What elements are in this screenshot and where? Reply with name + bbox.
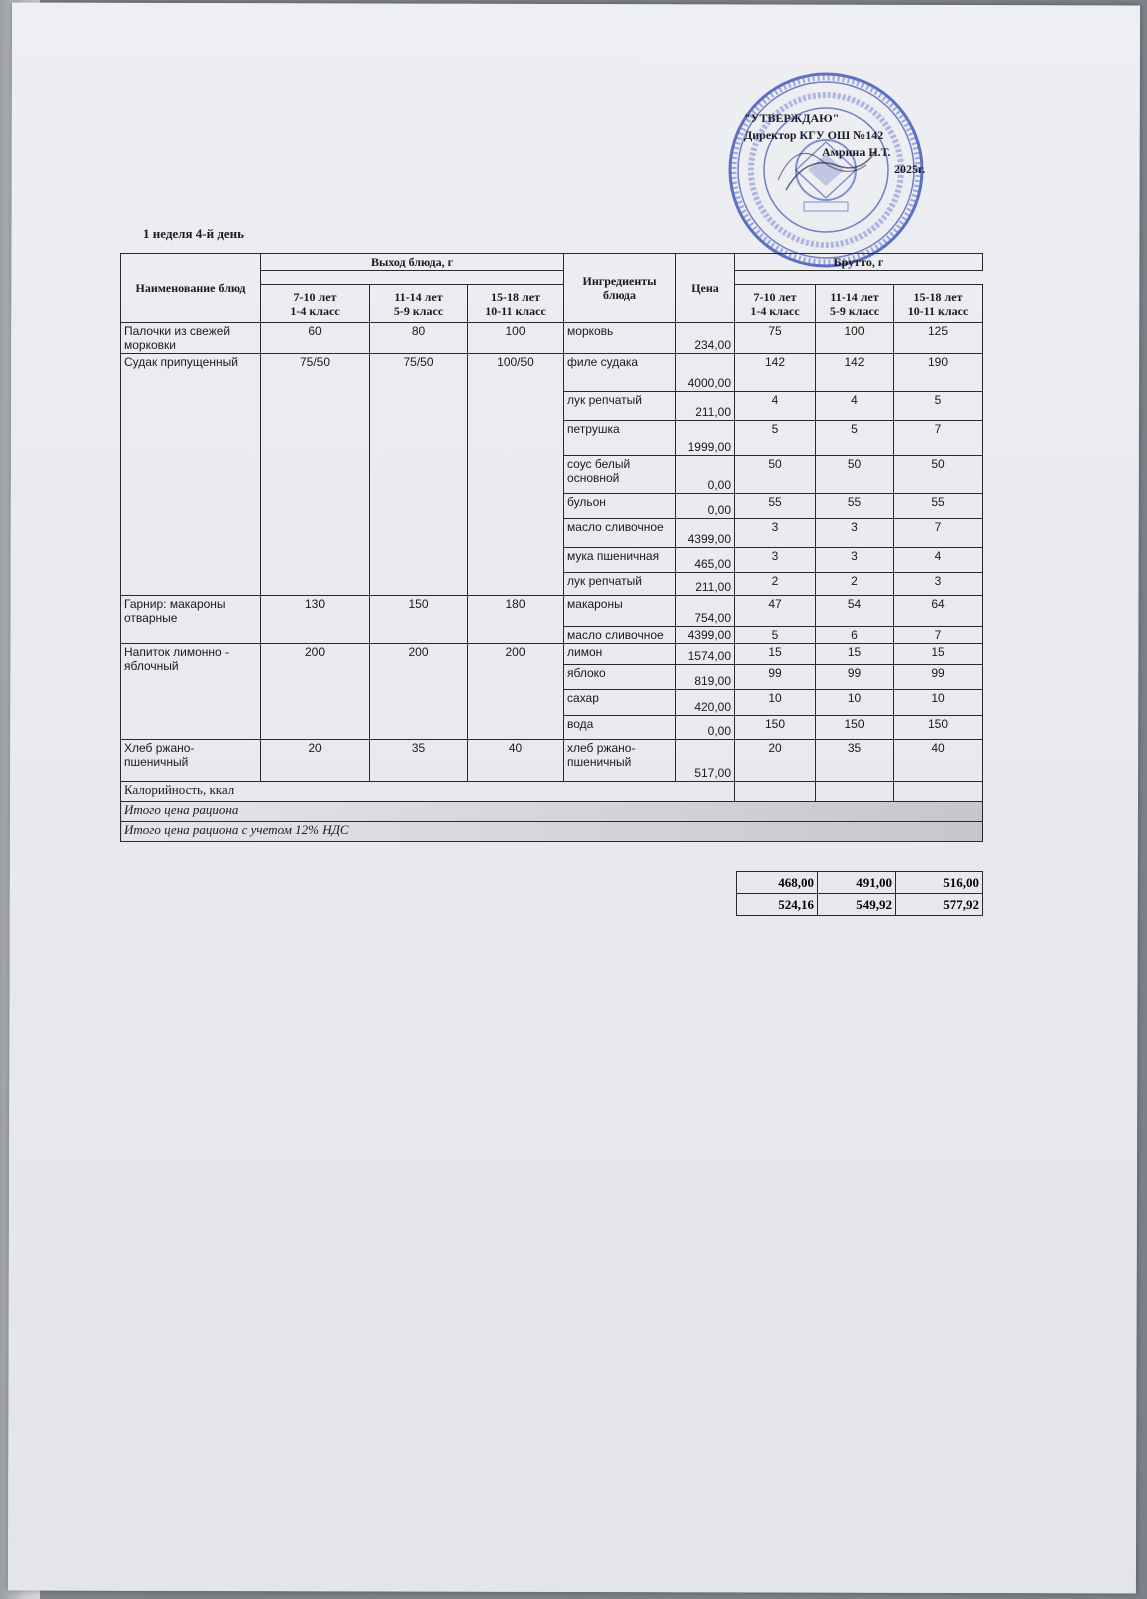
- header-age3-text: 15-18 лет: [913, 289, 963, 304]
- header-gross-age3: [894, 285, 983, 323]
- ingredient-price: 211,00: [676, 573, 735, 596]
- header-age1-text: 7-10 лет: [753, 289, 797, 304]
- ingredient-gross: 3: [816, 519, 894, 548]
- header-price: Цена: [676, 254, 735, 323]
- ingredient-gross: 3: [894, 573, 983, 596]
- total-price-row: [121, 802, 983, 822]
- ingredient-name: филе судака: [564, 354, 676, 392]
- header-age1-text: 7-10 лет: [293, 289, 337, 304]
- calories-value: [894, 782, 983, 802]
- ingredient-gross: 100: [816, 323, 894, 354]
- ingredient-gross: 64: [894, 596, 983, 627]
- ingredient-gross: 75: [735, 323, 816, 354]
- ingredient-gross: 2: [816, 573, 894, 596]
- header-age2-text: 11-14 лет: [830, 289, 879, 304]
- header-gross-age1: [735, 285, 816, 323]
- ingredient-gross: 142: [735, 354, 816, 392]
- menu-table: [120, 253, 983, 842]
- ingredient-gross: 150: [735, 716, 816, 740]
- ingredient-price: 517,00: [676, 740, 735, 782]
- header-grade3-text: 10-11 класс: [907, 303, 969, 318]
- ingredient-name: петрушка: [564, 421, 676, 456]
- ingredient-gross: 99: [816, 665, 894, 690]
- totals-price-vat-row: [737, 894, 983, 916]
- ingredient-gross: 10: [894, 690, 983, 716]
- ingredient-price: 0,00: [676, 456, 735, 494]
- ingredient-gross: 6: [816, 627, 894, 644]
- ingredient-gross: 5: [735, 627, 816, 644]
- ingredient-price: 4000,00: [676, 354, 735, 392]
- dish-output: 60: [261, 323, 370, 354]
- ingredient-gross: 47: [735, 596, 816, 627]
- ingredient-gross: 142: [816, 354, 894, 392]
- total-price-label: Итого цена рациона: [121, 802, 983, 822]
- header-output-age3: [468, 285, 564, 323]
- ingredient-price: 0,00: [676, 716, 735, 740]
- ingredient-gross: 15: [816, 644, 894, 665]
- dish-output: 180: [468, 596, 564, 644]
- table-row: [121, 596, 983, 627]
- ingredient-name: хлеб ржано-пшеничный: [564, 740, 676, 782]
- ingredient-price: 4399,00: [676, 519, 735, 548]
- table-row: [121, 740, 983, 782]
- ingredient-price: 819,00: [676, 665, 735, 690]
- header-gross-age2: [816, 285, 894, 323]
- calories-value: [735, 782, 816, 802]
- ingredient-gross: 35: [816, 740, 894, 782]
- ingredient-gross: 150: [894, 716, 983, 740]
- header-ingredients: Ингредиенты блюда: [564, 254, 676, 323]
- ingredient-gross: 99: [894, 665, 983, 690]
- ingredient-name: сахар: [564, 690, 676, 716]
- ingredient-name: бульон: [564, 494, 676, 519]
- ingredient-name: лук репчатый: [564, 573, 676, 596]
- ingredient-gross: 4: [894, 548, 983, 573]
- ingredient-price: 754,00: [676, 596, 735, 627]
- ingredient-gross: 150: [816, 716, 894, 740]
- header-gross: Брутто, г: [735, 254, 983, 271]
- header-output-age1: [261, 285, 370, 323]
- header-output-age2: [370, 285, 468, 323]
- table-row: [121, 354, 983, 392]
- ingredient-price: 211,00: [676, 392, 735, 421]
- ingredient-gross: 3: [816, 548, 894, 573]
- header-output: Выход блюда, г: [261, 254, 564, 271]
- ingredient-gross: 7: [894, 627, 983, 644]
- ingredient-name: лимон: [564, 644, 676, 665]
- ingredient-gross: 2: [735, 573, 816, 596]
- ingredient-gross: 55: [735, 494, 816, 519]
- dish-output: 130: [261, 596, 370, 644]
- dish-output: 200: [468, 644, 564, 740]
- ingredient-price: 4399,00: [676, 627, 735, 644]
- approval-title: "УТВЕРЖДАЮ": [744, 111, 840, 125]
- approval-name: Амрина Н.Т.: [822, 145, 891, 159]
- dish-output: 80: [370, 323, 468, 354]
- ingredient-gross: 5: [735, 421, 816, 456]
- ingredient-gross: 54: [816, 596, 894, 627]
- ingredient-name: масло сливочное: [564, 627, 676, 644]
- ingredient-gross: 5: [816, 421, 894, 456]
- dish-output: 75/50: [370, 354, 468, 596]
- ingredient-gross: 50: [735, 456, 816, 494]
- ingredient-gross: 190: [894, 354, 983, 392]
- header-grade2-text: 5-9 класс: [829, 303, 880, 318]
- ingredient-name: масло сливочное: [564, 519, 676, 548]
- table-row: [121, 323, 983, 354]
- total-price-vat-label: Итого цена рациона с учетом 12% НДС: [121, 822, 983, 842]
- ingredient-gross: 125: [894, 323, 983, 354]
- totals-price-row: [737, 872, 983, 894]
- ingredient-name: мука пшеничная: [564, 548, 676, 573]
- ingredient-price: 420,00: [676, 690, 735, 716]
- dish-name: Напиток лимонно - яблочный: [121, 644, 261, 740]
- dish-name: Гарнир: макароны отварные: [121, 596, 261, 644]
- total-price-vat-row: [121, 822, 983, 842]
- ingredient-gross: 5: [894, 392, 983, 421]
- dish-output: 150: [370, 596, 468, 644]
- dish-output: 20: [261, 740, 370, 782]
- header-grade3-text: 10-11 класс: [485, 303, 546, 318]
- total-price-value: 516,00: [896, 872, 983, 894]
- calories-label: Калорийность, ккал: [121, 782, 735, 802]
- ingredient-gross: 7: [894, 421, 983, 456]
- total-price-value: 491,00: [818, 872, 896, 894]
- ingredient-price: 465,00: [676, 548, 735, 573]
- ingredient-gross: 99: [735, 665, 816, 690]
- ingredient-gross: 3: [735, 548, 816, 573]
- ingredient-name: яблоко: [564, 665, 676, 690]
- dish-name: Хлеб ржано-пшеничный: [121, 740, 261, 782]
- ingredient-gross: 15: [735, 644, 816, 665]
- ingredient-price: 1574,00: [676, 644, 735, 665]
- dish-output: 200: [261, 644, 370, 740]
- table-row: [121, 644, 983, 665]
- ingredient-gross: 3: [735, 519, 816, 548]
- ingredient-name: соус белый основной: [564, 456, 676, 494]
- ingredient-gross: 10: [735, 690, 816, 716]
- ingredient-gross: 15: [894, 644, 983, 665]
- totals-table: [736, 871, 983, 916]
- header-age2-text: 11-14 лет: [394, 289, 443, 304]
- menu-body: [121, 323, 983, 782]
- dish-output: 200: [370, 644, 468, 740]
- total-price-value: 468,00: [737, 872, 818, 894]
- ingredient-name: вода: [564, 716, 676, 740]
- total-price-vat-value: 524,16: [737, 894, 818, 916]
- ingredient-name: макароны: [564, 596, 676, 627]
- ingredient-gross: 4: [735, 392, 816, 421]
- ingredient-price: 234,00: [676, 323, 735, 354]
- header-age3-text: 15-18 лет: [491, 289, 540, 304]
- dish-output: 100/50: [468, 354, 564, 596]
- calories-row: [121, 782, 983, 802]
- dish-name: Судак припущенный: [121, 354, 261, 596]
- total-price-vat-value: 577,92: [896, 894, 983, 916]
- ingredient-gross: 7: [894, 519, 983, 548]
- header-grade1-text: 1-4 класс: [290, 303, 340, 318]
- total-price-vat-value: 549,92: [818, 894, 896, 916]
- ingredient-gross: 55: [816, 494, 894, 519]
- ingredient-price: 0,00: [676, 494, 735, 519]
- approval-block: [744, 110, 944, 178]
- ingredient-gross: 50: [894, 456, 983, 494]
- header-dish-name: Наименование блюд: [121, 254, 261, 323]
- calories-value: [816, 782, 894, 802]
- approval-year: 2025г.: [894, 162, 926, 176]
- ingredient-name: лук репчатый: [564, 392, 676, 421]
- approval-director: Директор КГУ ОШ №142: [744, 128, 884, 142]
- dish-output: 75/50: [261, 354, 370, 596]
- ingredient-gross: 55: [894, 494, 983, 519]
- header-grade2-text: 5-9 класс: [393, 303, 444, 318]
- ingredient-gross: 20: [735, 740, 816, 782]
- dish-output: 35: [370, 740, 468, 782]
- ingredient-price: 1999,00: [676, 421, 735, 456]
- dish-output: 40: [468, 740, 564, 782]
- page-title: 1 неделя 4-й день: [143, 226, 245, 241]
- ingredient-name: морковь: [564, 323, 676, 354]
- dish-output: 100: [468, 323, 564, 354]
- ingredient-gross: 4: [816, 392, 894, 421]
- dish-name: Палочки из свежей морковки: [121, 323, 261, 354]
- ingredient-gross: 10: [816, 690, 894, 716]
- ingredient-gross: 50: [816, 456, 894, 494]
- ingredient-gross: 40: [894, 740, 983, 782]
- header-grade1-text: 1-4 класс: [750, 303, 800, 318]
